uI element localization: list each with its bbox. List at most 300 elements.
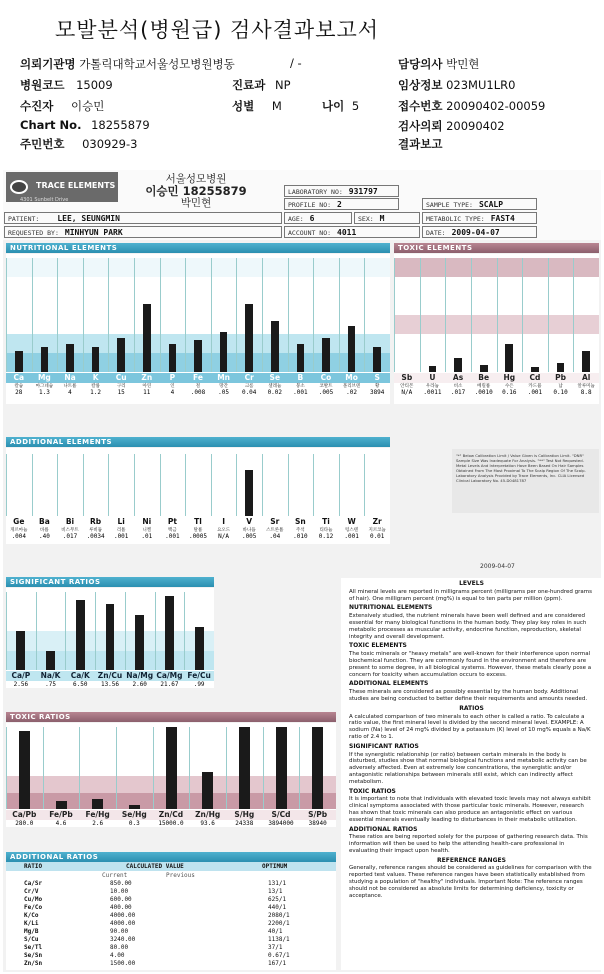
element-symbol: As bbox=[445, 373, 471, 383]
profile-value: 2 bbox=[337, 200, 342, 209]
chart-gridline bbox=[65, 592, 66, 670]
element-value: 0.02 bbox=[267, 389, 283, 396]
chart-gridline bbox=[364, 454, 365, 516]
element-korean: 황 bbox=[375, 384, 380, 389]
chart-zone bbox=[6, 296, 390, 315]
element-value: 21.67 bbox=[160, 681, 179, 688]
lab-logo-icon bbox=[10, 180, 28, 194]
element-value: .017 bbox=[62, 533, 78, 540]
page-title: 모발분석(병원급) 검사결과보고서 bbox=[55, 18, 380, 42]
ratio-current: 90.00 bbox=[110, 928, 129, 935]
chart-zone bbox=[6, 277, 390, 296]
doctor-value: 박민현 bbox=[446, 57, 480, 71]
element-korean: 게르마늄 bbox=[10, 528, 28, 533]
element-symbol: K bbox=[83, 373, 109, 383]
info-tr-text: It is important to note that individuals with elevated toxic levels may not always exhibit clinical symptoms associated with those particular toxic minerals. However, research has shown that toxic minerals can also produce an antagonistic effect on various essential minerals eventually leading to disturbances in their metabolic utilization. bbox=[349, 796, 591, 823]
value-bar bbox=[56, 801, 67, 809]
element-symbol: Ni bbox=[134, 517, 160, 527]
info-ar-text: These ratios are being reported solely for the purpose of gathering research data. This information will then be used to help the attending health-care professional in evaluating their impact upon health. bbox=[349, 834, 588, 854]
element-korean: 알루미늄 bbox=[577, 384, 595, 389]
element-symbol: Pb bbox=[548, 373, 574, 383]
element-value: 2.56 bbox=[13, 681, 29, 688]
chart-gridline bbox=[6, 727, 7, 809]
element-symbol: Tl bbox=[185, 517, 211, 527]
value-bar bbox=[166, 727, 177, 809]
element-symbol: I bbox=[211, 517, 237, 527]
element-symbol: Zr bbox=[364, 517, 390, 527]
element-korean: 망간 bbox=[219, 384, 228, 389]
element-value: .005 bbox=[241, 533, 257, 540]
element-korean: 베릴륨 bbox=[477, 384, 491, 389]
value-bar bbox=[66, 344, 74, 373]
info-add-heading: ADDITIONAL ELEMENTS bbox=[349, 680, 429, 688]
ratio-name: Mg/B bbox=[24, 928, 39, 935]
value-bar bbox=[348, 326, 356, 372]
element-value: .004 bbox=[11, 533, 27, 540]
chart-gridline bbox=[339, 454, 340, 516]
ratio-optimum: 37/1 bbox=[268, 944, 283, 951]
info-ref-text: Generally, reference ranges should be considered as guidelines for comparison with the reported test values. These reference ranges have been statistically established from studying a population of "healthy" individuals. Important Note: The reference ranges should not be considered as absolute limits for determining deficiency, toxicity or acceptance. bbox=[349, 865, 592, 899]
element-symbol: Mo bbox=[339, 373, 365, 383]
element-symbol: Co bbox=[313, 373, 339, 383]
additional-chart bbox=[6, 448, 390, 544]
chart-gridline bbox=[134, 258, 135, 372]
value-bar bbox=[195, 627, 204, 670]
value-bar bbox=[429, 366, 437, 372]
chart-gridline bbox=[573, 258, 574, 372]
element-korean: 텅스텐 bbox=[345, 528, 359, 533]
element-value: .0005 bbox=[188, 533, 208, 540]
ratio-optimum: 131/1 bbox=[268, 880, 287, 887]
element-symbol: W bbox=[339, 517, 365, 527]
chart-gridline bbox=[83, 258, 84, 372]
element-symbol: Zn bbox=[134, 373, 160, 383]
profile-field bbox=[288, 200, 342, 209]
element-korean: 바나듐 bbox=[242, 528, 256, 533]
chart-gridline bbox=[184, 592, 185, 670]
band-significant: SIGNIFICANT RATIOS bbox=[6, 577, 214, 587]
chart-zone bbox=[6, 454, 390, 470]
element-korean: 니켈 bbox=[142, 528, 152, 533]
chart-zone bbox=[6, 315, 390, 334]
element-korean: 지르코늄 bbox=[368, 528, 386, 533]
chart-gridline bbox=[420, 258, 421, 372]
element-korean: 비소 bbox=[453, 384, 463, 389]
chart-gridline bbox=[116, 727, 117, 809]
chart-gridline bbox=[36, 592, 37, 670]
element-korean: 철 bbox=[195, 384, 201, 389]
rep-age-label: AGE: bbox=[288, 215, 304, 223]
ratio-name: Cu/Mo bbox=[24, 896, 43, 903]
element-korean: 요오드 bbox=[217, 528, 231, 533]
element-korean: 카드뮴 bbox=[528, 384, 542, 389]
account-value: 4011 bbox=[337, 228, 357, 237]
element-value: 28 bbox=[15, 389, 23, 396]
chart-gridline bbox=[6, 592, 7, 670]
element-symbol: Zn/Cu bbox=[95, 671, 125, 681]
chart-gridline bbox=[134, 454, 135, 516]
element-korean: 코발트 bbox=[319, 384, 333, 389]
band-toxic: TOXIC ELEMENTS bbox=[394, 243, 599, 253]
element-value: .005 bbox=[318, 389, 334, 396]
element-symbol: Ti bbox=[313, 517, 339, 527]
chart-gridline bbox=[83, 454, 84, 516]
element-korean: 납 bbox=[558, 384, 563, 389]
significant-chart bbox=[6, 588, 214, 688]
chart-gridline bbox=[522, 258, 523, 372]
dept-value: NP bbox=[274, 78, 291, 92]
value-bar bbox=[373, 347, 381, 372]
ratio-optimum: 40/1 bbox=[268, 928, 283, 935]
element-symbol: Na bbox=[57, 373, 83, 383]
rep-sex-value: M bbox=[379, 214, 385, 223]
ratio-optimum: 1138/1 bbox=[268, 936, 290, 943]
element-value: 2.60 bbox=[132, 681, 147, 688]
element-value: .017 bbox=[450, 389, 466, 396]
patient-row bbox=[20, 98, 104, 114]
ratio-current: 850.00 bbox=[110, 880, 132, 887]
lab-address: 4301 Sunbelt Drive bbox=[20, 197, 69, 203]
element-value: 3894 bbox=[369, 389, 385, 396]
element-symbol: Ca/Pb bbox=[6, 810, 43, 820]
requested-label: REQUESTED BY: bbox=[8, 229, 59, 237]
element-korean: 스트론튬 bbox=[266, 528, 284, 533]
value-bar bbox=[129, 805, 140, 809]
request-value: 20090402 bbox=[446, 119, 505, 133]
date-value: 2009-04-07 bbox=[451, 228, 500, 237]
chart-gridline bbox=[339, 258, 340, 372]
value-bar bbox=[276, 727, 287, 809]
value-bar bbox=[557, 363, 565, 372]
resident-row bbox=[20, 136, 137, 152]
value-bar bbox=[220, 332, 228, 372]
chart-gridline bbox=[445, 258, 446, 372]
chart-gridline bbox=[57, 258, 58, 372]
chart-gridline bbox=[226, 727, 227, 809]
element-korean: 우라늄 bbox=[425, 384, 439, 389]
chart-gridline bbox=[6, 454, 7, 516]
value-bar bbox=[46, 651, 55, 671]
element-symbol: U bbox=[420, 373, 446, 383]
report-date-2: 2009-04-07 bbox=[480, 563, 515, 570]
chart-gridline bbox=[262, 454, 263, 516]
chart-gridline bbox=[262, 258, 263, 372]
element-symbol: S/Pb bbox=[299, 810, 336, 820]
chart-gridline bbox=[43, 727, 44, 809]
element-korean: 구리 bbox=[116, 384, 126, 389]
element-value: .0011 bbox=[423, 389, 442, 396]
ratio-current: 600.00 bbox=[110, 896, 132, 903]
institution-label: 의뢰기관명 bbox=[20, 57, 76, 71]
chart-no-value: 18255879 bbox=[91, 118, 150, 132]
ratio-optimum: 625/1 bbox=[268, 896, 287, 903]
element-value: 2.6 bbox=[92, 820, 104, 827]
element-value: 0.10 bbox=[553, 389, 568, 396]
chart-gridline bbox=[6, 258, 7, 372]
band-toxic-ratios: TOXIC RATIOS bbox=[6, 712, 336, 722]
profile-label: PROFILE NO: bbox=[288, 201, 332, 209]
value-bar bbox=[19, 731, 30, 809]
info-add-text: These minerals are considered as possibly essential by the human body. Additional studies are being conducted to better define their requirements and amounts needed. bbox=[349, 689, 588, 702]
ratio-current: 3240.00 bbox=[110, 936, 136, 943]
receipt-label: 접수번호 bbox=[398, 99, 443, 113]
age-field bbox=[288, 214, 314, 223]
value-bar bbox=[92, 799, 103, 809]
date-field bbox=[426, 228, 500, 237]
doctor-label: 담당의사 bbox=[398, 57, 443, 71]
hand-line-2: 이승민 18255879 bbox=[145, 184, 247, 198]
chart-gridline bbox=[236, 454, 237, 516]
element-korean: 주석 bbox=[296, 528, 305, 533]
element-symbol: Fe/Hg bbox=[79, 810, 116, 820]
value-bar bbox=[92, 347, 100, 372]
ratio-optimum: 2200/1 bbox=[268, 920, 290, 927]
element-value: 280.0 bbox=[15, 820, 34, 827]
account-label: ACCOUNT NO: bbox=[288, 229, 332, 237]
ratio-optimum: 0.67/1 bbox=[268, 952, 290, 959]
element-value: 1.2 bbox=[90, 389, 102, 396]
ratio-optimum: 2080/1 bbox=[268, 912, 290, 919]
ratio-name: Se/Sn bbox=[24, 952, 43, 959]
lab-no-field bbox=[288, 187, 378, 196]
chart-gridline bbox=[155, 592, 156, 670]
element-symbol: Fe/Pb bbox=[43, 810, 80, 820]
sample-label: SAMPLE TYPE: bbox=[426, 201, 473, 209]
hospital-code-row bbox=[20, 77, 113, 93]
chart-gridline bbox=[160, 258, 161, 372]
chart-gridline bbox=[79, 727, 80, 809]
element-symbol: Na/Mg bbox=[126, 671, 154, 680]
element-symbol: V bbox=[236, 517, 262, 527]
value-bar bbox=[76, 600, 85, 670]
value-bar bbox=[480, 365, 488, 372]
element-korean: 비스무트 bbox=[61, 528, 79, 533]
ratios-col-optimum: OPTIMUM bbox=[262, 863, 288, 870]
result-row bbox=[398, 136, 442, 152]
info-levels-heading: LEVELS bbox=[459, 580, 484, 587]
hospital-code-value: 15009 bbox=[76, 78, 113, 92]
element-symbol: S bbox=[364, 373, 390, 383]
value-bar bbox=[582, 351, 590, 372]
chart-gridline bbox=[288, 258, 289, 372]
info-sig-text: If the synergistic relationship (or ratio) between certain minerals in the body is disturbed, studies show that normal biological functions and metabolic activity can be adversely affected. Even at extremely low concentrations, the synergistic and/or antagonistic relationships between minerals still exist, which can indirectly affect metabolism. bbox=[349, 751, 587, 785]
rep-age-value: 6 bbox=[309, 214, 315, 223]
value-bar bbox=[194, 340, 202, 372]
element-value: .02 bbox=[346, 389, 358, 396]
value-bar bbox=[531, 367, 539, 372]
element-value: N/A bbox=[218, 533, 230, 540]
element-value: .001 bbox=[344, 533, 359, 540]
ratio-current: 4000.00 bbox=[110, 920, 136, 927]
request-label: 검사의뢰 bbox=[398, 119, 443, 133]
element-value: 4 bbox=[170, 389, 175, 396]
element-symbol: Se/Hg bbox=[116, 810, 153, 820]
value-bar bbox=[271, 321, 279, 372]
chart-gridline bbox=[313, 454, 314, 516]
element-value: .04 bbox=[269, 533, 281, 540]
toxic-chart bbox=[394, 254, 599, 404]
chart-gridline bbox=[394, 258, 395, 372]
chart-zone bbox=[6, 258, 390, 277]
value-bar bbox=[245, 470, 253, 517]
value-bar bbox=[16, 631, 25, 670]
element-symbol: B bbox=[288, 373, 314, 383]
ratio-current: 4.00 bbox=[110, 952, 125, 959]
rep-sex-label: SEX: bbox=[358, 215, 374, 223]
patient-label: 수진자 bbox=[20, 99, 54, 113]
chart-gridline bbox=[160, 454, 161, 516]
element-symbol: Sb bbox=[394, 373, 420, 383]
slash-text: / - bbox=[290, 56, 302, 70]
info-ref-heading: REFERENCE RANGES bbox=[437, 856, 506, 864]
element-value: .0034 bbox=[86, 533, 105, 540]
element-korean: 아연 bbox=[142, 384, 152, 389]
band-nutritional: NUTRITIONAL ELEMENTS bbox=[6, 243, 390, 253]
info-ar-heading: ADDITIONAL RATIOS bbox=[349, 825, 418, 833]
element-korean: 붕소 bbox=[296, 384, 305, 389]
element-symbol: Zn/Hg bbox=[189, 810, 226, 820]
ratio-current: 400.00 bbox=[110, 904, 132, 911]
value-bar bbox=[312, 727, 323, 809]
element-value: 24338 bbox=[235, 820, 254, 827]
info-rat-text: A calculated comparison of two minerals to each other is called a ratio. To calculate a ratio value, the first mineral level is divided by the second mineral level. EXAMPLE: A sodium (Na) level of 24 mg% divided by a potassium (K) level of 10 mg% equals a Na/K ratio of 2.4 to 1. bbox=[349, 713, 591, 740]
hand-line-3: 박민현 bbox=[180, 197, 212, 209]
ratio-optimum: 167/1 bbox=[268, 960, 287, 967]
value-bar bbox=[135, 615, 144, 670]
element-symbol: Ca bbox=[6, 373, 32, 383]
ratios-sub-current: Current bbox=[102, 872, 128, 879]
value-bar bbox=[41, 347, 49, 372]
chart-gridline bbox=[153, 727, 154, 809]
element-value: .40 bbox=[38, 533, 50, 540]
toxic-ratios-chart bbox=[6, 723, 336, 827]
value-bar bbox=[239, 727, 250, 809]
element-value: .008 bbox=[190, 389, 206, 396]
element-symbol: Fe/Cu bbox=[184, 671, 214, 681]
nutritional-chart bbox=[6, 254, 390, 404]
handwritten-label bbox=[112, 171, 280, 209]
element-value: .75 bbox=[45, 681, 56, 688]
info-sig-heading: SIGNIFICANT RATIOS bbox=[349, 742, 419, 750]
age-label: 나이 bbox=[322, 99, 345, 113]
element-korean: 백금 bbox=[168, 528, 177, 533]
chart-zone bbox=[6, 501, 390, 517]
chart-gridline bbox=[108, 258, 109, 372]
age-value: 5 bbox=[351, 99, 360, 113]
element-value: 11 bbox=[143, 389, 151, 396]
element-symbol: Ge bbox=[6, 517, 32, 527]
element-symbol: Ca/P bbox=[6, 671, 36, 681]
chart-gridline bbox=[497, 258, 498, 372]
clinical-row bbox=[398, 77, 515, 93]
request-row bbox=[398, 118, 505, 134]
ratio-current: 4000.00 bbox=[110, 912, 136, 919]
ratio-name: Se/Tl bbox=[24, 944, 43, 951]
element-symbol: Al bbox=[573, 373, 599, 383]
element-value: 0.16 bbox=[502, 389, 517, 396]
chart-gridline bbox=[125, 592, 126, 670]
info-rat-heading: RATIOS bbox=[459, 704, 484, 712]
lab-no-label: LABORATORY NO: bbox=[288, 188, 343, 196]
element-korean: 인 bbox=[170, 384, 175, 389]
chart-gridline bbox=[211, 258, 212, 372]
chart-gridline bbox=[211, 454, 212, 516]
element-value: 15000.0 bbox=[158, 820, 184, 827]
element-value: 4 bbox=[68, 389, 72, 396]
rep-patient-label: PATIENT: bbox=[8, 215, 40, 223]
element-value: 6.50 bbox=[73, 681, 88, 688]
element-symbol: Rb bbox=[83, 517, 109, 527]
element-symbol: Na/K bbox=[36, 671, 66, 681]
chart-gridline bbox=[95, 592, 96, 670]
value-bar bbox=[202, 772, 213, 809]
element-value: 1.3 bbox=[38, 389, 50, 396]
ratio-name: Cr/V bbox=[24, 888, 39, 895]
element-symbol: Hg bbox=[497, 373, 523, 383]
value-bar bbox=[322, 338, 330, 372]
chart-gridline bbox=[364, 258, 365, 372]
value-bar bbox=[505, 344, 513, 373]
element-value: .010 bbox=[293, 533, 308, 540]
patient-value: 이승민 bbox=[70, 99, 105, 113]
element-value: 15 bbox=[117, 389, 125, 396]
element-korean: 루비듐 bbox=[89, 528, 103, 533]
info-levels-text: All mineral levels are reported in milligrams percent (milligrams per one-hundred grams of hair). One milligram percent (mg%) is equal to ten parts per million (ppm). bbox=[349, 588, 592, 602]
chart-gridline bbox=[236, 258, 237, 372]
element-symbol: Fe bbox=[185, 373, 211, 383]
value-bar bbox=[15, 351, 23, 372]
clinical-value: 023MU1LR0 bbox=[446, 78, 516, 92]
element-symbol: Mg bbox=[32, 373, 58, 383]
chart-gridline bbox=[108, 454, 109, 516]
resident-value: 030929-3 bbox=[82, 137, 138, 151]
element-symbol: Bi bbox=[57, 517, 83, 527]
sex-row bbox=[232, 98, 282, 114]
date-label: DATE: bbox=[426, 229, 446, 237]
ratio-name: S/Cu bbox=[24, 936, 39, 943]
element-symbol: Zn/Cd bbox=[153, 810, 190, 820]
metabolic-value: FAST4 bbox=[490, 214, 515, 223]
sample-field bbox=[426, 200, 503, 209]
value-bar bbox=[106, 604, 115, 670]
info-panel bbox=[341, 578, 602, 970]
band-additional-ratios: ADDITIONAL RATIOS bbox=[6, 852, 336, 862]
institution-value: 가톨릭대학교서울성모병원병동 bbox=[79, 57, 235, 71]
value-bar bbox=[169, 344, 177, 373]
value-bar bbox=[297, 344, 305, 373]
ratio-current: 10.00 bbox=[110, 888, 129, 895]
dept-row bbox=[232, 77, 291, 93]
chart-gridline bbox=[57, 454, 58, 516]
element-symbol: Pt bbox=[160, 517, 186, 527]
chart-gridline bbox=[32, 258, 33, 372]
metabolic-field bbox=[426, 214, 515, 223]
element-symbol: P bbox=[160, 373, 186, 383]
info-nut-text: Extensively studied, the nutrient minerals have been well defined and are considered essential for many biological functions in the human body. They play key roles in such metabolic processes as muscular activity, endocrine function, reproduction, skeletal integrity and overall development. bbox=[349, 613, 587, 640]
lab-logo: TRACE ELEMENTS bbox=[6, 172, 118, 202]
element-korean: 바륨 bbox=[40, 528, 49, 533]
element-value: 38940 bbox=[308, 820, 327, 827]
sex-value: M bbox=[271, 99, 282, 113]
value-bar bbox=[245, 304, 253, 372]
ratio-name: Ca/Sr bbox=[24, 880, 43, 887]
hand-line-1: 서울성모병원 bbox=[165, 173, 227, 185]
chart-no-row bbox=[20, 118, 150, 132]
requested-field bbox=[8, 228, 123, 237]
element-value: 3894000 bbox=[268, 820, 294, 827]
element-value: 8.8 bbox=[580, 389, 592, 396]
value-bar bbox=[143, 304, 151, 372]
